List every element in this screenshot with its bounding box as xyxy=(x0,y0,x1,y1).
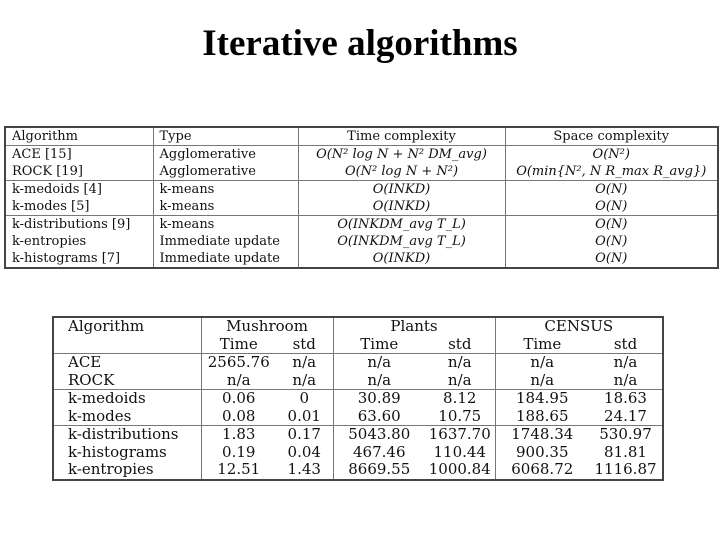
group-header: CENSUS xyxy=(495,317,663,336)
column-header: Space complexity xyxy=(505,127,718,146)
table-cell: O(N) xyxy=(505,216,718,234)
subheader-std: std xyxy=(425,336,495,354)
table-cell: O(INKDM_avg T_L) xyxy=(298,216,505,234)
subheader-time: Time xyxy=(201,336,276,354)
table-cell: Immediate update xyxy=(153,233,298,250)
column-header: Algorithm xyxy=(68,317,145,335)
algorithm-name: k-distributions xyxy=(68,425,179,443)
table-cell: O(N) xyxy=(505,198,718,216)
column-header xyxy=(53,336,201,354)
slide-title: Iterative algorithms xyxy=(202,23,518,64)
table-row xyxy=(5,198,718,216)
table-cell: 1748.34 xyxy=(495,426,589,444)
table-cell: 1.83 xyxy=(201,426,276,444)
table-cell: k-medoids [4] xyxy=(12,182,102,197)
table-row xyxy=(5,181,718,199)
table-cell: 24.17 xyxy=(589,408,663,426)
table-cell: n/a xyxy=(425,372,495,390)
table-cell: 12.51 xyxy=(201,461,276,480)
subheader-time: Time xyxy=(495,336,589,354)
table-cell: 1116.87 xyxy=(594,461,657,478)
table-row xyxy=(5,250,718,268)
subheader-std: std xyxy=(276,336,333,354)
table-cell: Agglomerative xyxy=(153,163,298,181)
table-cell: n/a xyxy=(589,372,663,390)
group-header: Plants xyxy=(333,317,495,336)
table-cell: 18.63 xyxy=(604,389,647,407)
table-row xyxy=(53,372,663,390)
table-cell: O(N² log N + N² DM_avg) xyxy=(298,146,505,164)
table-cell: n/a xyxy=(495,372,589,390)
table-row xyxy=(53,408,663,426)
table-cell: 1000.84 xyxy=(428,461,491,478)
table-cell: 8.12 xyxy=(443,389,477,407)
table-row xyxy=(53,461,663,480)
algorithm-name: k-modes xyxy=(53,408,201,426)
column-header: Type xyxy=(153,127,298,146)
table-cell: 0.17 xyxy=(287,425,321,443)
table-cell: 110.44 xyxy=(433,443,486,461)
table-cell: n/a xyxy=(447,353,472,371)
column-header: Algorithm xyxy=(5,127,153,146)
table-row xyxy=(5,146,718,164)
table-cell: O(N² log N + N²) xyxy=(298,163,505,181)
table-cell: O(N) xyxy=(505,250,718,268)
table-cell: 63.60 xyxy=(333,408,425,426)
table-cell: O(N) xyxy=(505,233,718,250)
table-cell: k-modes [5] xyxy=(5,198,153,216)
table-cell: 0.04 xyxy=(287,443,321,461)
subheader-time: Time xyxy=(333,336,425,354)
table-cell: O(INKD) xyxy=(298,198,505,216)
table-cell: n/a xyxy=(333,372,425,390)
table-cell: n/a xyxy=(495,354,589,372)
table-cell: k-distributions [9] xyxy=(12,217,131,232)
table-cell: O(N) xyxy=(505,181,718,199)
table-cell: k-entropies xyxy=(12,234,87,249)
table-cell: 188.65 xyxy=(495,408,589,426)
table-row xyxy=(53,390,663,408)
algorithm-name: k-entropies xyxy=(68,461,154,478)
table-cell: 467.46 xyxy=(333,444,425,462)
table-cell: 0.01 xyxy=(276,408,333,426)
table-row xyxy=(53,426,663,444)
table-cell: Immediate update xyxy=(153,250,298,268)
table-cell: O(INKDM_avg T_L) xyxy=(298,233,505,250)
table-cell: 0.06 xyxy=(201,390,276,408)
table-cell: 30.89 xyxy=(333,390,425,408)
table-cell: n/a xyxy=(276,372,333,390)
table-row xyxy=(53,354,663,372)
table-cell: n/a xyxy=(333,354,425,372)
table-cell: O(INKD) xyxy=(298,250,505,268)
table-cell: 0.19 xyxy=(201,444,276,462)
table-row xyxy=(5,216,718,234)
table-cell: n/a xyxy=(201,372,276,390)
table-header-row xyxy=(5,127,718,146)
table-cell: ACE [15] xyxy=(12,147,72,162)
table-cell: 1.43 xyxy=(287,461,321,478)
table-cell: 0.08 xyxy=(201,408,276,426)
table-cell: k-means xyxy=(153,198,298,216)
table-row xyxy=(5,163,718,181)
table-cell: k-histograms [7] xyxy=(12,251,121,266)
algorithm-name: k-histograms xyxy=(68,443,167,461)
table-cell: 8669.55 xyxy=(333,461,425,480)
subheader-std: std xyxy=(589,336,663,354)
table-row xyxy=(53,444,663,462)
table-cell: 0 xyxy=(299,389,310,407)
table-cell: 184.95 xyxy=(495,390,589,408)
table-cell: 2565.76 xyxy=(201,354,276,372)
table-cell: Agglomerative xyxy=(153,146,298,164)
table-cell: 5043.80 xyxy=(333,426,425,444)
table-cell: O(INKD) xyxy=(298,181,505,199)
subheader-row xyxy=(53,336,663,354)
complexity-table xyxy=(4,126,719,269)
column-header: Time complexity xyxy=(298,127,505,146)
table-cell: k-means xyxy=(153,216,298,234)
group-header: Mushroom xyxy=(201,317,333,336)
algorithm-name: ACE xyxy=(68,353,102,371)
table-cell: 6068.72 xyxy=(495,461,589,480)
algorithm-name: ROCK xyxy=(53,372,201,390)
table-cell: 530.97 xyxy=(599,425,652,443)
table-cell: O(N²) xyxy=(505,146,718,164)
table-cell: O(min{N², N R_max R_avg}) xyxy=(505,163,718,181)
table-cell: 10.75 xyxy=(425,408,495,426)
table-cell: 1637.70 xyxy=(428,425,491,443)
table-cell: n/a xyxy=(292,353,317,371)
algorithm-name: k-medoids xyxy=(68,389,146,407)
table-cell: ROCK [19] xyxy=(5,163,153,181)
table-cell: k-means xyxy=(153,181,298,199)
table-cell: 900.35 xyxy=(495,444,589,462)
group-header-row xyxy=(53,317,663,336)
table-cell: 81.81 xyxy=(604,443,647,461)
table-row xyxy=(5,233,718,250)
table-cell: n/a xyxy=(613,353,638,371)
runtime-table xyxy=(52,316,664,481)
